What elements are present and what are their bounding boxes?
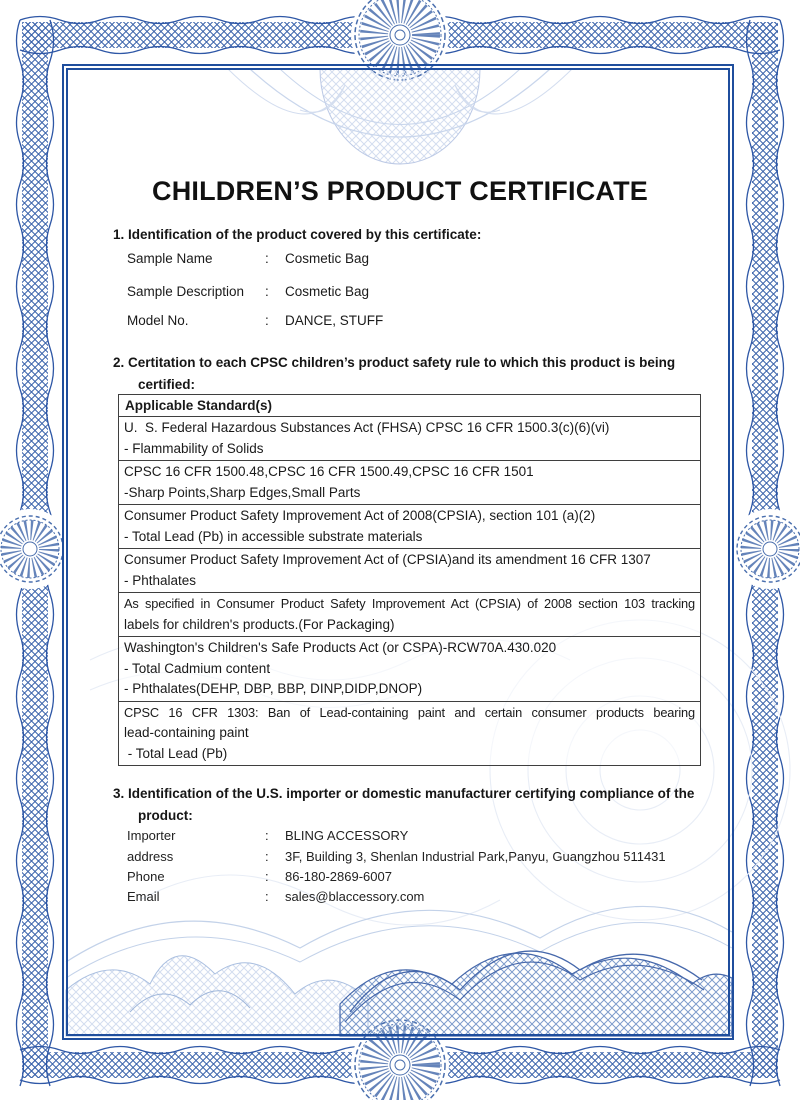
field-value: BLING ACCESSORY — [285, 828, 409, 843]
field-sample-description — [127, 284, 369, 299]
standard-text: CPSC 16 CFR 1500.48,CPSC 16 CFR 1500.49,CPSC 16 CFR 1501 — [124, 464, 534, 479]
standard-text: Washington's Children's Safe Products Act (or CSPA)-RCW70A.430.020 — [124, 640, 557, 655]
field-colon: : — [265, 869, 269, 884]
field-label: Sample Description — [127, 284, 245, 299]
standard-text: -Sharp Points,Sharp Edges,Small Parts — [124, 484, 361, 500]
field-phone — [127, 869, 392, 884]
table-row — [119, 416, 700, 460]
field-value: Cosmetic Bag — [285, 251, 370, 266]
table-row — [119, 701, 700, 766]
field-label: Email — [127, 889, 160, 904]
table-row — [119, 504, 700, 548]
section2-heading-line1: 2. Certitation to each CPSC children’s product safety rule to which this product is being — [113, 355, 676, 370]
field-colon: : — [265, 889, 269, 904]
table-row — [119, 548, 700, 592]
field-label: Importer — [127, 828, 176, 843]
standard-text: Consumer Product Safety Improvement Act of 2008(CPSIA), section 101 (a)(2) — [124, 508, 596, 523]
field-value: 86-180-2869-6007 — [285, 869, 392, 884]
field-colon: : — [265, 828, 269, 843]
field-email — [127, 889, 424, 904]
standard-text: - Total Lead (Pb) — [124, 745, 228, 761]
left-rosette-medallion — [0, 509, 70, 589]
field-model-no — [127, 313, 383, 328]
field-colon: : — [265, 849, 269, 864]
field-value: 3F, Building 3, Shenlan Industrial Park,Panyu, Guangzhou 511431 — [285, 849, 666, 864]
field-label: Sample Name — [127, 251, 213, 266]
section3-heading-line2: product: — [138, 808, 193, 823]
table-header: Applicable Standard(s) — [125, 398, 273, 413]
section1-heading: 1. Identification of the product covered by this certificate: — [113, 227, 482, 242]
field-colon: : — [265, 313, 269, 328]
standard-text: U. S. Federal Hazardous Substances Act (FHSA) CPSC 16 CFR 1500.3(c)(6)(vi) — [124, 420, 610, 435]
field-label: address — [127, 849, 174, 864]
field-label: Model No. — [127, 313, 189, 328]
standard-text: lead-containing paint — [124, 725, 249, 740]
field-colon: : — [265, 284, 269, 299]
field-value: sales@blaccessory.com — [285, 889, 425, 904]
standard-text: CPSC 16 CFR 1303: Ban of Lead-containing paint and certain consumer products bearing — [124, 704, 695, 720]
field-colon: : — [265, 251, 269, 266]
table-row — [119, 460, 700, 504]
field-value: Cosmetic Bag — [285, 284, 370, 299]
standard-text: As specified in Consumer Product Safety Improvement Act (CPSIA) of 2008 section 103 tracking — [124, 596, 695, 611]
standard-text: - Total Lead (Pb) in accessible substrate materials — [124, 528, 423, 544]
standard-text: labels for children's products.(For Packaging) — [124, 616, 395, 632]
standard-text: - Flammability of Solids — [124, 440, 264, 456]
section3-heading-line1: 3. Identification of the U.S. importer or domestic manufacturer certifying compliance of the — [113, 786, 695, 801]
field-value: DANCE, STUFF — [285, 313, 384, 328]
certificate-title: CHILDREN’S PRODUCT CERTIFICATE — [152, 176, 648, 206]
right-rosette-medallion — [730, 509, 800, 589]
field-importer — [127, 828, 408, 843]
table-row — [119, 636, 700, 701]
standard-text: - Total Cadmium content — [124, 660, 271, 676]
table-row — [119, 592, 700, 636]
field-label: Phone — [127, 869, 165, 884]
field-sample-name — [127, 251, 369, 266]
standard-text: - Phthalates(DEHP, DBP, BBP, DINP,DIDP,DNOP) — [124, 681, 423, 696]
standards-table — [118, 394, 701, 766]
field-address — [127, 849, 666, 864]
standard-text: Consumer Product Safety Improvement Act of (CPSIA)and its amendment 16 CFR 1307 — [124, 552, 651, 567]
standard-text: - Phthalates — [124, 572, 197, 588]
section2-heading-line2: certified: — [138, 377, 196, 392]
